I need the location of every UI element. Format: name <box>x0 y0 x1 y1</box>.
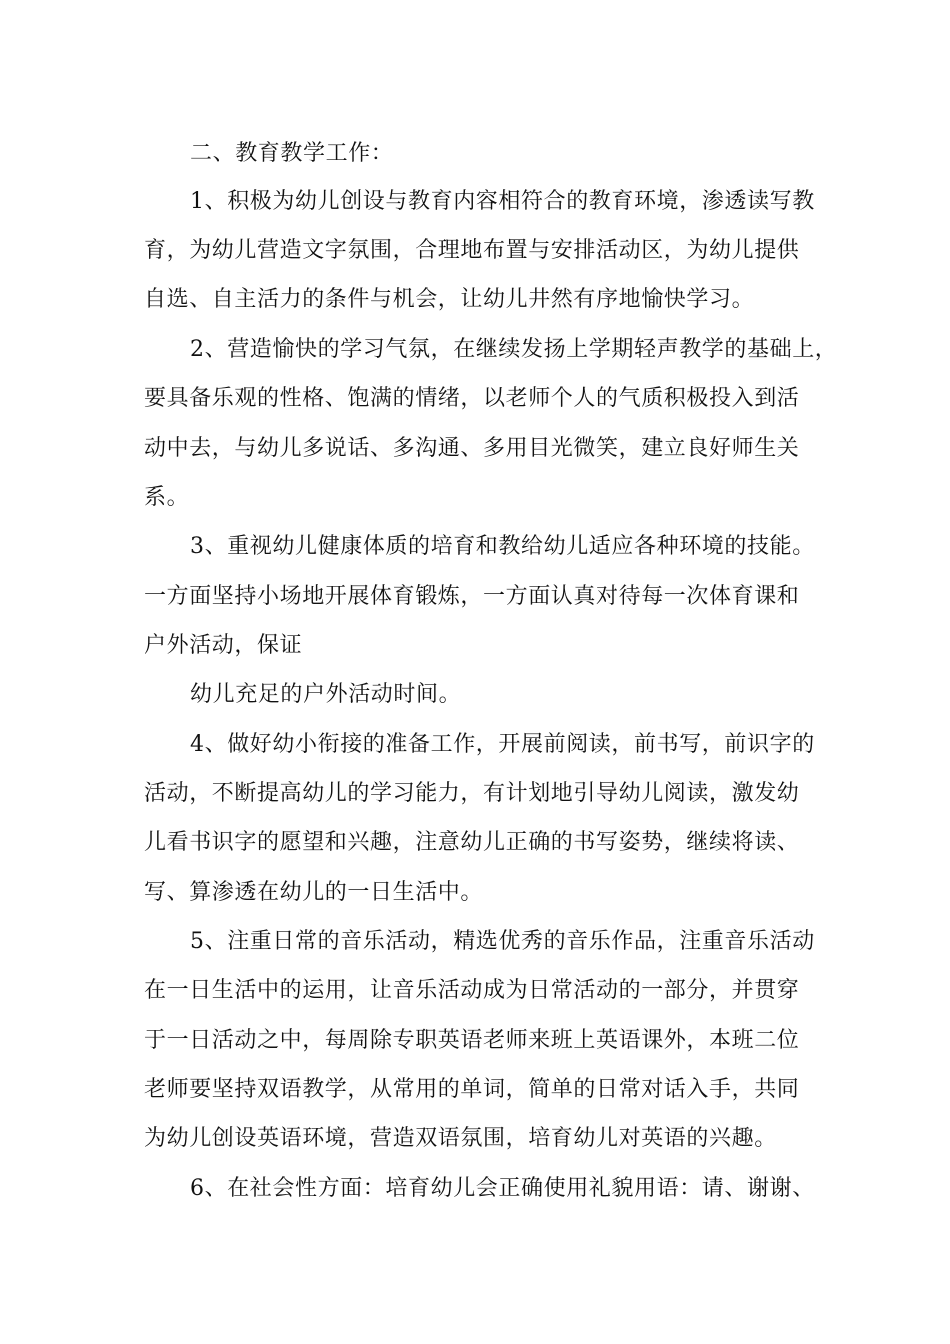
text-line: 一方面坚持小场地开展体育锻炼，一方面认真对待每一次体育课和 <box>144 584 800 609</box>
text-line: 4、做好幼小衔接的准备工作，开展前阅读，前书写，前识字的 <box>190 732 815 757</box>
text-line: 自选、自主活力的条件与机会，让幼儿井然有序地愉快学习。 <box>144 287 755 312</box>
text-line: 3、重视幼儿健康体质的培育和教给幼儿适应各种环境的技能。 <box>190 534 815 559</box>
text-line: 要具备乐观的性格、饱满的情绪，以老师个人的气质积极投入到活 <box>144 386 800 411</box>
text-line: 写、算渗透在幼儿的一日生活中。 <box>144 880 484 905</box>
text-line: 为幼儿创设英语环境，营造双语氛围，培育幼儿对英语的兴趣。 <box>144 1126 777 1151</box>
text-line: 动中去，与幼儿多说话、多沟通、多用目光微笑，建立良好师生关 <box>144 436 800 461</box>
text-line: 于一日活动之中，每周除专职英语老师来班上英语课外，本班二位 <box>144 1028 800 1053</box>
text-line: 1、积极为幼儿创设与教育内容相符合的教育环境，渗透读写教 <box>190 189 815 214</box>
text-line: 6、在社会性方面：培育幼儿会正确使用礼貌用语：请、谢谢、 <box>190 1176 815 1201</box>
text-line: 活动，不断提高幼儿的学习能力，有计划地引导幼儿阅读，激发幼 <box>144 781 800 806</box>
section-heading: 二、教育教学工作： <box>190 141 394 166</box>
text-line: 5、注重日常的音乐活动，精选优秀的音乐作品，注重音乐活动 <box>190 929 815 954</box>
text-line: 老师要坚持双语教学，从常用的单词，简单的日常对话入手，共同 <box>144 1077 800 1102</box>
text-line: 户外活动，保证 <box>144 633 303 658</box>
text-line: 系。 <box>144 485 190 510</box>
text-line: 在一日生活中的运用，让音乐活动成为日常活动的一部分，并贯穿 <box>144 978 800 1003</box>
text-line: 儿看书识字的愿望和兴趣，注意幼儿正确的书写姿势，继续将读、 <box>144 830 800 855</box>
text-line: 2、营造愉快的学习气氛，在继续发扬上学期轻声教学的基础上， <box>190 337 838 362</box>
text-line: 育，为幼儿营造文字氛围，合理地布置与安排活动区，为幼儿提供 <box>144 238 800 263</box>
text-line: 幼儿充足的户外活动时间。 <box>190 682 462 707</box>
